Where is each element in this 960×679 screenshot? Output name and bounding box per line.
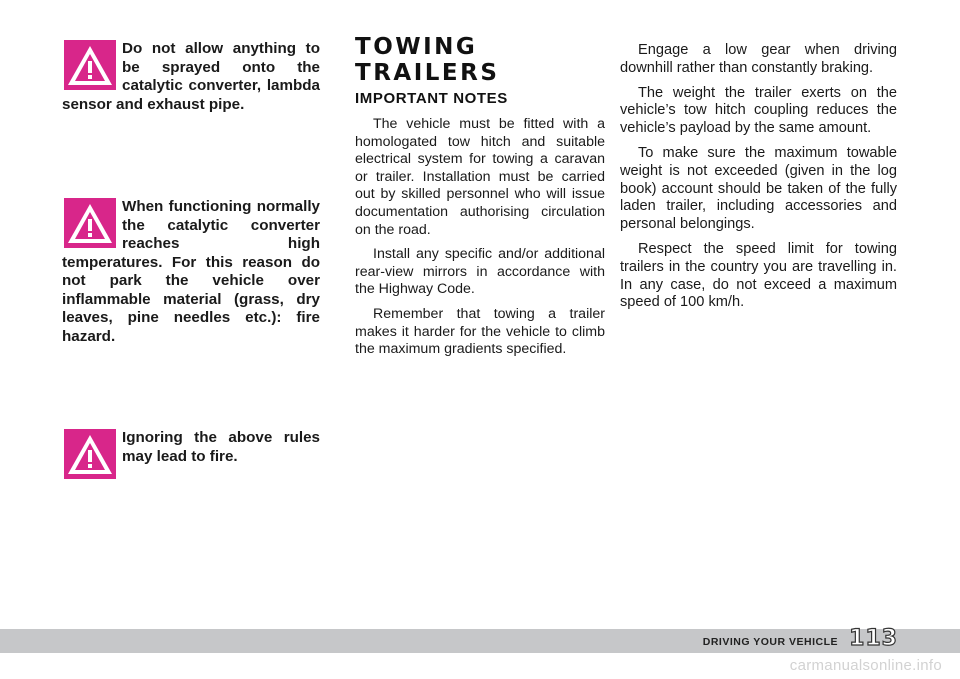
footer-section-label: DRIVING YOUR VEHICLE	[702, 636, 838, 648]
warning-text: When functioning normally the catalytic converter reaches high temperatures. For this reason do not park the vehicle over inflammable material (grass, dry leaves, pine needles etc.): fire hazard.	[62, 198, 320, 345]
body-text	[355, 116, 605, 366]
section-subtitle: IMPORTANT NOTES	[355, 90, 508, 107]
paragraph: To make sure the maximum towable weight is not exceeded (given in the log book) account should be taken of the fully laden trailer, including accessories and personal belongings.	[620, 144, 897, 233]
section-title: TOWING TRAILERS	[355, 34, 500, 86]
paragraph: The weight the trailer exerts on the vehicle’s tow hitch coupling reduces the vehicle’s payload by the same amount.	[620, 84, 897, 137]
paragraph: Remember that towing a trailer makes it harder for the vehicle to climb the maximum gradients specified.	[355, 305, 605, 358]
watermark: carmanualsonline.info	[789, 657, 942, 674]
warning-block	[62, 40, 320, 114]
paragraph: The vehicle must be fitted with a homologated tow hitch and suitable electrical system for towing a caravan or trailer. Installation must be carried out by skilled personnel who will issue documentation authorising circulation on the road.	[355, 116, 605, 238]
warning-triangle-icon	[64, 198, 116, 248]
warning-block	[62, 198, 320, 346]
warning-text: Ignoring the above rules may lead to fire.	[122, 429, 320, 465]
warning-triangle-icon	[64, 40, 116, 90]
body-text	[620, 42, 897, 319]
warning-text: Do not allow anything to be sprayed onto the catalytic converter, lambda sensor and exhaust pipe.	[62, 40, 320, 113]
warning-block	[62, 429, 320, 479]
paragraph: Respect the speed limit for towing trailers in the country you are travelling in. In any case, do not exceed a maximum speed of 100 km/h.	[620, 240, 897, 311]
paragraph: Install any specific and/or additional rear-view mirrors in accordance with the Highway Code.	[355, 246, 605, 298]
warning-triangle-icon	[64, 429, 116, 479]
page-number: 113	[849, 626, 898, 651]
paragraph: Engage a low gear when driving downhill rather than constantly braking.	[620, 42, 897, 76]
